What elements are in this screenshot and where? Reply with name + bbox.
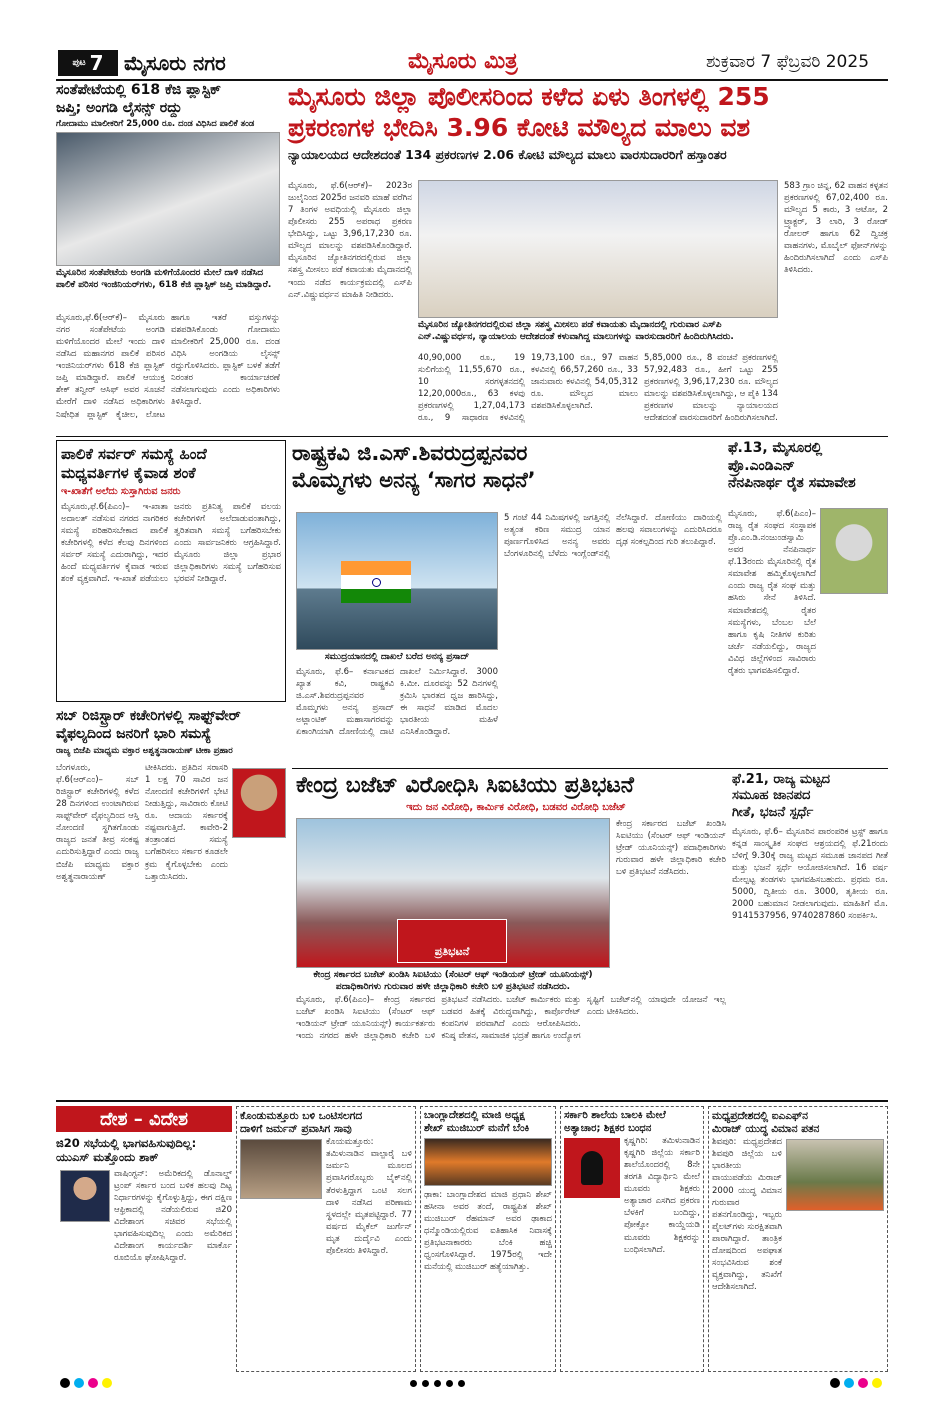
sailor-caption: ಸಮುದ್ರಯಾನದಲ್ಲಿ ದಾಖಲೆ ಬರೆದ ಅನನ್ಯ ಪ್ರಸಾದ್ bbox=[324, 652, 470, 662]
page-number: 7 bbox=[89, 51, 104, 75]
registration-dot-icon bbox=[102, 1378, 112, 1388]
plastic-headline-2: ಜಪ್ತಿ; ಅಂಗಡಿ ಲೈಸನ್ಸ್ ರದ್ದು bbox=[56, 99, 182, 116]
page-label: ಪುಟ bbox=[72, 58, 86, 68]
bangla-headline-2: ಶೇಖ್ ಮುಜಿಬುರ್ ಮನೆಗೆ ಬೆಂಕಿ bbox=[424, 1122, 530, 1134]
school-story bbox=[560, 1106, 704, 1372]
sailor-body: ಮೈಸೂರು, ಫೆ.6– ಕರ್ನಾಟಕದ ಖ್ಯಾತ ಕವಿ, ರಾಷ್ಟ್ರಕವಿ ಜಿ.ಎಸ್.ಶಿವರುದ್ರಪ್ಪನವರ ಮೊಮ್ಮಗಳು ಅನನ್ಯ ಪ್ರಸಾದ್ ಅಟ್ಲಾಂಟಿಕ್ ಮಹಾಸಾಗರವನ್ನು ಏಕಾಂಗಿಯಾಗಿ ದೋಣಿಯಲ್ಲಿ ದಾಟಿ ದಾಖಲೆ ನಿರ್ಮಿಸಿದ್ದಾರೆ. 3000 ಕಿ.ಮೀ. ದೂರವನ್ನು 52 ದಿನಗಳಲ್ಲಿ ಕ್ರಮಿಸಿ ಭಾರತದ ಧ್ವಜ ಹಾರಿಸಿದ್ದು, ಈ ಸಾಧನೆ ಮಾಡಿದ ಮೊದಲ ಭಾರತೀಯ ಮಹಿಳೆ ಎನಿಸಿಕೊಂಡಿದ್ದಾರೆ. bbox=[296, 667, 498, 738]
plane-story bbox=[708, 1106, 888, 1372]
bangla-body: ಢಾಕಾ: ಬಾಂಗ್ಲಾದೇಶದ ಮಾಜಿ ಪ್ರಧಾನಿ ಶೇಖ್ ಹಸೀನಾ ಅವರ ತಂದೆ, ರಾಷ್ಟ್ರಪಿತ ಶೇಖ್ ಮುಜಿಬುರ್ ರೆಹಮಾನ್ ಅವರ ಢಾಕಾದ ಧನ್ಮೊಂಡಿಯಲ್ಲಿರುವ ಐತಿಹಾಸಿಕ ನಿವಾಸಕ್ಕೆ ಪ್ರತಿಭಟನಾಕಾರರು ಬೆಂಕಿ ಹಚ್ಚಿ ಧ್ವಂಸಗೊಳಿಸಿದ್ದಾರೆ. 1975ರಲ್ಲಿ ಇದೇ ಮನೆಯಲ್ಲಿ ಮುಜಿಬುರ್ ಹತ್ಯೆಯಾಗಿತ್ತು. bbox=[424, 1190, 552, 1273]
g20-story bbox=[56, 1136, 232, 1165]
server-story bbox=[56, 440, 286, 702]
registration-dot-icon bbox=[830, 1378, 840, 1388]
registrar-portrait bbox=[232, 768, 286, 838]
german-story bbox=[236, 1106, 416, 1372]
german-body: ಕೊಯಮತ್ತೂರು: ತಮಿಳುನಾಡಿನ ವಾಲ್ಪಾರೈ ಬಳಿ ಜರ್ಮನಿ ಮೂಲದ ಪ್ರವಾಸಿಗರೊಬ್ಬರು ಬೈಕ್‌ನಲ್ಲಿ ತೆರಳುತ್ತಿದ್ದಾಗ ಒಂಟಿ ಸಲಗ ದಾಳಿ ನಡೆಸಿದ ಪರಿಣಾಮ ಸ್ಥಳದಲ್ಲೇ ಮೃತಪಟ್ಟಿದ್ದಾರೆ. 77 ವರ್ಷದ ಮೈಕೆಲ್ ಜುರ್ಗೆನ್ ಮೃತ ದುರ್ದೈವಿ ಎಂದು ಪೊಲೀಸರು ತಿಳಿಸಿದ್ದಾರೆ. bbox=[326, 1137, 412, 1256]
plastic-headline-1: ಸಂತೆಪೇಟೆಯಲ್ಲಿ 618 ಕೆಜಿ ಪ್ಲಾಸ್ಟಿಕ್ bbox=[56, 82, 222, 98]
registration-dot-icon bbox=[60, 1378, 70, 1388]
folk-competition-story bbox=[732, 772, 888, 821]
budget-kicker: ಇದು ಜನ ವಿರೋಧಿ, ಕಾರ್ಮಿಕ ವಿರೋಧಿ, ಬಡವರ ವಿರೋಧಿ ಬಜೆಟ್ bbox=[406, 802, 626, 813]
sailor-headline-1: ರಾಷ್ಟ್ರಕವಿ ಜಿ.ಎಸ್.ಶಿವರುದ್ರಪ್ಪನವರ bbox=[292, 441, 528, 465]
registration-dot-icon bbox=[74, 1378, 84, 1388]
registration-dot-icon bbox=[872, 1378, 882, 1388]
plastic-body: ಮೈಸೂರು,ಫೆ.6(ಆರ್‌ಕೆ)– ಮೈಸೂರು ನಗರ ಸಂತೆಪೇಟೆಯ ಅಂಗಡಿ ಮಳಿಗೆಯೊಂದರ ಮೇಲೆ ಇಂದು ದಾಳಿ ನಡೆಸಿದ ಮಹಾನಗರ ಪಾಲಿಕೆ ಪರಿಸರ ಇಂಜಿನಿಯರ್‌ಗಳು 618 ಕೆಜಿ ಪ್ಲಾಸ್ಟಿಕ್ ಜಪ್ತಿ ಮಾಡಿದ್ದಾರೆ. ಪಾಲಿಕೆ ಆಯುಕ್ತ ಶೇಕ್ ತನ್ವೀರ್ ಆಸಿಫ್ ಅವರ ಸೂಚನೆ ಮೇರೆಗೆ ದಾಳಿ ನಡೆಸಿದ ಅಧಿಕಾರಿಗಳು ನಿಷೇಧಿತ ಪ್ಲಾಸ್ಟಿಕ್ ಕೈಚೀಲ, ಲೋಟ ಹಾಗೂ ಇತರೆ ವಸ್ತುಗಳನ್ನು ವಶಪಡಿಸಿಕೊಂಡು ಗೋದಾಮು ಮಾಲೀಕರಿಗೆ 25,000 ರೂ. ದಂಡ ವಿಧಿಸಿ ಅಂಗಡಿಯ ಲೈಸನ್ಸ್ ರದ್ದುಗೊಳಿಸಿದರು. ಪ್ಲಾಸ್ಟಿಕ್ ಬಳಕೆ ತಡೆಗೆ ನಿರಂತರ ಕಾರ್ಯಾಚರಣೆ ನಡೆಸಲಾಗುವುದು ಎಂದು ಅಧಿಕಾರಿಗಳು ತಿಳಿಸಿದ್ದಾರೆ. bbox=[56, 313, 280, 420]
protest-body-side: ಕೇಂದ್ರ ಸರ್ಕಾರದ ಬಜೆಟ್ ಖಂಡಿಸಿ ಸಿಐಟಿಯು (ಸೆಂಟರ್ ಆಫ್ ಇಂಡಿಯನ್ ಟ್ರೇಡ್ ಯೂನಿಯನ್ಸ್) ಪದಾಧಿಕಾರಿಗಳು ಗುರುವಾರ ಹಳೇ ಜಿಲ್ಲಾಧಿಕಾರಿ ಕಚೇರಿ ಬಳಿ ಪ್ರತಿಭಟನೆ ನಡೆಸಿದರು. bbox=[616, 819, 726, 878]
registration-marks-right bbox=[830, 1378, 882, 1388]
police-headline-1: ಮೈಸೂರು ಜಿಲ್ಲಾ ಪೊಲೀಸರಿಂದ ಕಳೆದ ಏಳು ತಿಂಗಳಲ್ಲಿ 255 bbox=[288, 82, 770, 111]
police-photo bbox=[418, 180, 778, 318]
registrar-headline-2: ವೈಫಲ್ಯದಿಂದ ಜನರಿಗೆ ಭಾರಿ ಸಮಸ್ಯೆ bbox=[56, 725, 212, 742]
sailor-story bbox=[292, 440, 722, 494]
sailor-headline-2: ಮೊಮ್ಮಗಳು ಅನನ್ಯ ‘ಸಾಗರ ಸಾಧನೆ’ bbox=[292, 467, 536, 492]
header-rule bbox=[56, 79, 888, 81]
farmers-story bbox=[728, 440, 888, 493]
folk-headline-3: ಗೀತೆ, ಭಜನೆ ಸ್ಪರ್ಧೆ bbox=[732, 804, 814, 820]
row-divider-2 bbox=[292, 768, 888, 769]
g20-body: ವಾಷಿಂಗ್ಟನ್: ಅಮೆರಿಕದಲ್ಲಿ ಡೊನಾಲ್ಡ್ ಟ್ರಂಪ್ ಸರ್ಕಾರ ಬಂದ ಬಳಿಕ ಹಲವು ದಿಟ್ಟ ನಿರ್ಧಾರಗಳನ್ನು ಕೈಗೊಳ್ಳುತ್ತಿದ್ದು, ಈಗ ದಕ್ಷಿಣ ಆಫ್ರಿಕಾದಲ್ಲಿ ನಡೆಯಲಿರುವ ಜಿ20 ವಿದೇಶಾಂಗ ಸಚಿವರ ಸಭೆಯಲ್ಲಿ ಭಾಗವಹಿಸುವುದಿಲ್ಲ ಎಂದು ಅಮೆರಿಕದ ವಿದೇಶಾಂಗ ಕಾರ್ಯದರ್ಶಿ ಮಾರ್ಕೊ ರೂಬಿಯೊ ಘೋಷಿಸಿದ್ದಾರೆ. bbox=[114, 1169, 232, 1264]
folk-headline-2: ಸಮೂಹ ಜಾನಪದ bbox=[732, 788, 811, 804]
school-body: ಕೃಷ್ಣಗಿರಿ: ತಮಿಳುನಾಡಿನ ಕೃಷ್ಣಗಿರಿ ಜಿಲ್ಲೆಯ ಸರ್ಕಾರಿ ಶಾಲೆಯೊಂದರಲ್ಲಿ 8ನೇ ತರಗತಿ ವಿದ್ಯಾರ್ಥಿನಿ ಮೇಲೆ ಮೂವರು ಶಿಕ್ಷಕರು ಅತ್ಯಾಚಾರ ಎಸಗಿದ ಪ್ರಕರಣ ಬೆಳಕಿಗೆ ಬಂದಿದ್ದು, ಪೋಕ್ಸೋ ಕಾಯ್ದೆಯಡಿ ಮೂವರು ಶಿಕ್ಷಕರನ್ನು ಬಂಧಿಸಲಾಗಿದೆ. bbox=[624, 1136, 700, 1255]
farmers-body: ಮೈಸೂರು, ಫೆ.6(ಪಿಎಂ)– ರಾಜ್ಯ ರೈತ ಸಂಘದ ಸಂಸ್ಥಾಪಕ ಪ್ರೊ.ಎಂ.ಡಿ.ನಂಜುಂಡಸ್ವಾಮಿ ಅವರ ನೆನಪಿನಾರ್ಥ ಫೆ.13ರಂದು ಮೈಸೂರಿನಲ್ಲಿ ರೈತ ಸಮಾವೇಶ ಹಮ್ಮಿಕೊಳ್ಳಲಾಗಿದೆ ಎಂದು ರಾಜ್ಯ ರೈತ ಸಂಘ ಮತ್ತು ಹಸಿರು ಸೇನೆ ತಿಳಿಸಿದೆ. ಸಮಾವೇಶದಲ್ಲಿ ರೈತರ ಸಮಸ್ಯೆಗಳು, ಬೆಂಬಲ ಬೆಲೆ ಹಾಗೂ ಕೃಷಿ ನೀತಿಗಳ ಕುರಿತು ಚರ್ಚೆ ನಡೆಯಲಿದ್ದು, ರಾಜ್ಯದ ವಿವಿಧ ಜಿಲ್ಲೆಗಳಿಂದ ಸಾವಿರಾರು ರೈತರು ಭಾಗವಹಿಸಲಿದ್ದಾರೆ. bbox=[728, 509, 816, 676]
plane-crash-photo bbox=[786, 1139, 884, 1211]
plane-headline-1: ಮಧ್ಯಪ್ರದೇಶದಲ್ಲಿ ಐಎಎಫ್‌ನ bbox=[712, 1110, 809, 1122]
registration-dot-icon bbox=[844, 1378, 854, 1388]
police-body-1: ಮೈಸೂರು, ಫೆ.6(ಆರ್‌ಕೆ)– 2023ರ ಜುಲೈನಿಂದ 2025ರ ಜನವರಿ ಮಾಹೆ ವರೆಗಿನ 7 ತಿಂಗಳ ಅವಧಿಯಲ್ಲಿ ಮೈಸೂರು ಜಿಲ್ಲಾ ಪೊಲೀಸರು 255 ಅಪರಾಧ ಪ್ರಕರಣ ಭೇದಿಸಿದ್ದು, ಒಟ್ಟು 3,96,17,230 ರೂ. ಮೌಲ್ಯದ ಮಾಲನ್ನು ವಶಪಡಿಸಿಕೊಂಡಿದ್ದಾರೆ. ಮೈಸೂರಿನ ಜ್ಯೋತಿನಗರದಲ್ಲಿರುವ ಜಿಲ್ಲಾ ಸಶಸ್ತ್ರ ಮೀಸಲು ಪಡೆ ಕವಾಯತು ಮೈದಾನದಲ್ಲಿ ಇಂದು ನಡೆದ ಕಾರ್ಯಕ್ರಮದಲ್ಲಿ ಎಸ್‌ಪಿ ಎನ್.ವಿಷ್ಣುವರ್ಧನ ಮಾಹಿತಿ ನೀಡಿದರು. bbox=[288, 181, 412, 300]
registration-marks-left bbox=[60, 1378, 112, 1388]
protest-photo bbox=[296, 818, 610, 968]
g20-headline-2: ಯುಎಸ್ ಮತ್ತೊಂದು ಶಾಕ್ bbox=[56, 1150, 159, 1165]
german-headline-2: ದಾಳಿಗೆ ಜರ್ಮನ್ ಪ್ರವಾಸಿಗ ಸಾವು bbox=[240, 1123, 352, 1136]
registration-dot-icon bbox=[88, 1378, 98, 1388]
newspaper-masthead: ಮೈಸೂರು ಮಿತ್ರ bbox=[408, 48, 518, 74]
folk-headline-1: ಫೆ.21, ರಾಜ್ಯ ಮಟ್ಟದ bbox=[732, 772, 831, 787]
registration-dot-icon bbox=[434, 1380, 441, 1387]
german-photo bbox=[240, 1139, 322, 1199]
protest-body: ಮೈಸೂರು, ಫೆ.6(ಪಿಎಂ)– ಕೇಂದ್ರ ಸರ್ಕಾರದ ಬಜೆಟ್ ಖಂಡಿಸಿ ಸಿಐಟಿಯು (ಸೆಂಟರ್ ಆಫ್ ಇಂಡಿಯನ್ ಟ್ರೇಡ್ ಯೂನಿಯನ್ಸ್) ಕಾರ್ಯಕರ್ತರು ಇಂದು ನಗರದ ಹಳೇ ಜಿಲ್ಲಾಧಿಕಾರಿ ಕಚೇರಿ ಬಳಿ ಪ್ರತಿಭಟನೆ ನಡೆಸಿದರು. ಬಜೆಟ್ ಕಾರ್ಮಿಕರು ಮತ್ತು ಬಡವರ ಹಿತಕ್ಕೆ ವಿರುದ್ಧವಾಗಿದ್ದು, ಕಾರ್ಪೊರೇಟ್ ಕಂಪನಿಗಳ ಪರವಾಗಿದೆ ಎಂದು ಆರೋಪಿಸಿದರು. ಕನಿಷ್ಠ ವೇತನ, ಸಾಮಾಜಿಕ ಭದ್ರತೆ ಹಾಗೂ ಉದ್ಯೋಗ ಸೃಷ್ಟಿಗೆ ಬಜೆಟ್‌ನಲ್ಲಿ ಯಾವುದೇ ಯೋಜನೆ ಇಲ್ಲ ಎಂದು ಟೀಕಿಸಿದರು. bbox=[296, 995, 726, 1042]
world-divider bbox=[56, 1100, 888, 1102]
school-headline-1: ಸರ್ಕಾರಿ ಶಾಲೆಯ ಬಾಲಕಿ ಮೇಲೆ bbox=[564, 1110, 666, 1121]
plastic-caption: ಮೈಸೂರಿನ ಸಂತೆಪೇಟೆಯ ಅಂಗಡಿ ಮಳಿಗೆಯೊಂದರ ಮೇಲೆ ದಾಳಿ ನಡೆಸಿದ ಪಾಲಿಕೆ ಪರಿಸರ ಇಂಜಿನಿಯರ್‌ಗಳು, 618 ಕೆಜಿ ಪ್ಲಾಸ್ಟಿಕ್ ಜಪ್ತಿ ಮಾಡಿದ್ದಾರೆ. bbox=[56, 268, 272, 290]
protest-caption: ಕೇಂದ್ರ ಸರ್ಕಾರದ ಬಜೆಟ್ ಖಂಡಿಸಿ ಸಿಐಟಿಯು (ಸೆಂಟರ್ ಆಫ್ ಇಂಡಿಯನ್ ಟ್ರೇಡ್ ಯೂನಿಯನ್ಸ್) ಪದಾಧಿಕಾರಿಗಳು ಗುರುವಾರ ಹಳೇ ಜಿಲ್ಲಾಧಿಕಾರಿ ಕಚೇರಿ ಬಳಿ ಪ್ರತಿಭಟನೆ ನಡೆಸಿದರು. bbox=[313, 970, 593, 992]
farmers-headline-1: ಫೆ.13, ಮೈಸೂರಲ್ಲಿ ಪ್ರೊ.ಎಂಡಿಎನ್ bbox=[728, 440, 823, 474]
section-title: ಮೈಸೂರು ನಗರ bbox=[124, 51, 226, 75]
registrar-headline-1: ಸಬ್ ರಿಜಿಸ್ಟ್ರಾರ್ ಕಚೇರಿಗಳಲ್ಲಿ ಸಾಫ್ಟ್‌ವೇರ್ bbox=[56, 708, 241, 724]
silhouette-icon bbox=[581, 1151, 603, 1185]
server-kicker: ಇ-ಖಾತೆಗೆ ಅಲೆದು ಸುಸ್ತಾಗಿರುವ ಜನರು bbox=[61, 485, 181, 497]
registration-dot-icon bbox=[410, 1380, 417, 1387]
server-body: ಮೈಸೂರು,ಫೆ.6(ಪಿಎಂ)– ಇ-ಖಾತಾ ಅದಾಲತ್ ನಡೆಸುವ ನಗರದ ನಾಗರಿಕರ ಸಮಸ್ಯೆ ಪರಿಹರಿಸಬೇಕಾದ ಪಾಲಿಕೆ ಕಚೇರಿಗಳಲ್ಲಿ ಕಳೆದ ಕೆಲವು ದಿನಗಳಿಂದ ಸರ್ವರ್ ಸಮಸ್ಯೆ ಎದುರಾಗಿದ್ದು, ಇದರ ಹಿಂದೆ ಮಧ್ಯವರ್ತಿಗಳ ಕೈವಾಡ ಇರುವ ಶಂಕೆ ವ್ಯಕ್ತವಾಗಿದೆ. ಇ-ಖಾತೆ ಪಡೆಯಲು ಜನರು ಪ್ರತಿನಿತ್ಯ ಪಾಲಿಕೆ ವಲಯ ಕಚೇರಿಗಳಿಗೆ ಅಲೆದಾಡುವಂತಾಗಿದ್ದು, ತ್ವರಿತವಾಗಿ ಸಮಸ್ಯೆ ಬಗೆಹರಿಸಬೇಕು ಎಂದು ಸಾರ್ವಜನಿಕರು ಆಗ್ರಹಿಸಿದ್ದಾರೆ. ಮೈಸೂರು ಜಿಲ್ಲಾ ಪ್ರಭಾರ ಜಿಲ್ಲಾಧಿಕಾರಿಗಳು ಸಮಸ್ಯೆ ಬಗೆಹರಿಸುವ ಭರವಸೆ ನೀಡಿದ್ದಾರೆ. bbox=[61, 501, 281, 584]
plastic-kicker: ಗೋದಾಮು ಮಾಲೀಕರಿಗೆ 25,000 ರೂ. ದಂಡ ವಿಧಿಸಿದ ಪಾಲಿಕೆ ತಂಡ bbox=[56, 119, 255, 129]
registrar-story bbox=[56, 708, 286, 756]
police-body-4: 583 ಗ್ರಾಂ ಚಿನ್ನ, 62 ವಾಹನ ಕಳ್ಳತನ ಪ್ರಕರಣಗಳಲ್ಲಿ 67,02,400 ರೂ. ಮೌಲ್ಯದ 5 ಕಾರು, 3 ಆಟೋ, 2 ಟ್ರ್ಯಾಕ್ಟರ್, 3 ಲಾರಿ, 3 ರೋಡ್ ರೋಲರ್ ಹಾಗೂ 62 ದ್ವಿಚಕ್ರ ವಾಹನಗಳು, ಮೊಬೈಲ್ ಫೋನ್‌ಗಳನ್ನು ಹಿಂದಿರುಗಿಸಲಾಗಿದೆ ಎಂದು ಎಸ್‌ಪಿ ತಿಳಿಸಿದರು. bbox=[784, 181, 888, 276]
registration-dot-icon bbox=[446, 1380, 453, 1387]
german-headline-1: ಕೊಂಡುಮತ್ತೂರು ಬಳಿ ಒಂಟಿಸಲಗದ bbox=[240, 1110, 363, 1122]
registration-dot-icon bbox=[858, 1378, 868, 1388]
plastic-story bbox=[56, 82, 280, 317]
registrar-body: ಬೆಂಗಳೂರು, ಫೆ.6(ಆರ್‌ಎಂ)– ಸಬ್ ರಿಜಿಸ್ಟ್ರಾರ್ ಕಚೇರಿಗಳಲ್ಲಿ ಕಳೆದ 28 ದಿನಗಳಿಂದ ಉಂಟಾಗಿರುವ ಸಾಫ್ಟ್‌ವೇರ್ ವೈಫಲ್ಯದಿಂದ ಆಸ್ತಿ ನೋಂದಣಿ ಸ್ಥಗಿತಗೊಂಡು ರಾಜ್ಯದ ಜನತೆ ತೀವ್ರ ಸಂಕಷ್ಟ ಎದುರಿಸುತ್ತಿದ್ದಾರೆ ಎಂದು ರಾಜ್ಯ ಬಿಜೆಪಿ ಮಾಧ್ಯಮ ವಕ್ತಾರ ಅಶ್ವತ್ಥನಾರಾಯಣ್ ಟೀಕಿಸಿದರು. ಪ್ರತಿದಿನ ಸರಾಸರಿ 1 ಲಕ್ಷ 70 ಸಾವಿರ ಜನ ನೋಂದಣಿ ಕಚೇರಿಗಳಿಗೆ ಭೇಟಿ ನೀಡುತ್ತಿದ್ದು, ಸಾವಿರಾರು ಕೋಟಿ ರೂ. ಆದಾಯ ಸರ್ಕಾರಕ್ಕೆ ನಷ್ಟವಾಗುತ್ತಿದೆ. ಕಾವೇರಿ-2 ತಂತ್ರಾಂಶದ ಸಮಸ್ಯೆ ಬಗೆಹರಿಸಲು ಸರ್ಕಾರ ಕೂಡಲೇ ಕ್ರಮ ಕೈಗೊಳ್ಳಬೇಕು ಎಂದು ಒತ್ತಾಯಿಸಿದರು. bbox=[56, 763, 228, 882]
police-headline-2: ಪ್ರಕರಣಗಳ ಭೇದಿಸಿ 3.96 ಕೋಟಿ ಮೌಲ್ಯದ ಮಾಲು ವಶ bbox=[288, 112, 751, 142]
issue-date: ಶುಕ್ರವಾರ 7 ಫೆಬ್ರವರಿ 2025 bbox=[706, 52, 870, 72]
plane-body: ಶಿವಪುರಿ: ಮಧ್ಯಪ್ರದೇಶದ ಶಿವಪುರಿ ಜಿಲ್ಲೆಯ ಬಳಿ ಭಾರತೀಯ ವಾಯುಪಡೆಯ ಮಿರಾಜ್ 2000 ಯುದ್ಧ ವಿಮಾನ ಗುರುವಾರ ಪತನಗೊಂಡಿದ್ದು, ಇಬ್ಬರು ಪೈಲಟ್‌ಗಳು ಸುರಕ್ಷಿತವಾಗಿ ಪಾರಾಗಿದ್ದಾರೆ. ತಾಂತ್ರಿಕ ದೋಷದಿಂದ ಅಪಘಾತ ಸಂಭವಿಸಿರುವ ಶಂಕೆ ವ್ಯಕ್ತವಾಗಿದ್ದು, ತನಿಖೆಗೆ ಆದೇಶಿಸಲಾಗಿದೆ. bbox=[712, 1137, 782, 1292]
india-flag-icon bbox=[341, 561, 411, 603]
farmers-headline-2: ನೆನಪಿನಾರ್ಥ ರೈತ ಸಮಾವೇಶ bbox=[728, 475, 856, 491]
server-headline-1: ಪಾಲಿಕೆ ಸರ್ವರ್ ಸಮಸ್ಯೆ ಹಿಂದೆ bbox=[61, 445, 207, 463]
farmers-leader-portrait bbox=[820, 508, 888, 594]
page-number-badge bbox=[58, 50, 118, 76]
police-kicker: ನ್ಯಾಯಾಲಯದ ಆದೇಶದಂತೆ 134 ಪ್ರಕರಣಗಳ 2.06 ಕೋಟಿ ಮೌಲ್ಯದ ಮಾಲು ವಾರಸುದಾರರಿಗೆ ಹಸ್ತಾಂತರ bbox=[288, 147, 727, 162]
sailor-photo bbox=[296, 512, 498, 650]
police-body-3: 5,85,000 ರೂ., 8 ವಂಚನೆ ಪ್ರಕರಣಗಳಲ್ಲಿ 57,92,483 ರೂ., ಹೀಗೆ ಒಟ್ಟು 255 ಪ್ರಕರಣಗಳಲ್ಲಿ 3,96,17,230 ರೂ. ಮೌಲ್ಯದ ಮಾಲನ್ನು ವಶಪಡಿಸಿಕೊಳ್ಳಲಾಗಿದ್ದು, ಆ ಪೈಕಿ 134 ಪ್ರಕರಣಗಳ ಮಾಲನ್ನು ನ್ಯಾಯಾಲಯದ ಆದೇಶದಂತೆ ವಾರಸುದಾರರಿಗೆ ಹಿಂದಿರುಗಿಸಲಾಗಿದೆ. bbox=[644, 353, 778, 424]
budget-headline: ಕೇಂದ್ರ ಬಜೆಟ್ ವಿರೋಧಿಸಿ ಸಿಐಟಿಯು ಪ್ರತಿಭಟನೆ bbox=[296, 773, 634, 798]
registration-dot-icon bbox=[422, 1380, 429, 1387]
g20-portrait bbox=[60, 1170, 110, 1222]
bangla-story bbox=[420, 1106, 556, 1372]
police-story bbox=[288, 82, 888, 163]
plane-headline-2: ಮಿರಾಜ್ ಯುದ್ಧ ವಿಮಾನ ಪತನ bbox=[712, 1123, 820, 1136]
registration-dot-icon bbox=[458, 1380, 465, 1387]
server-headline-2: ಮಧ್ಯವರ್ತಿಗಳ ಕೈವಾಡ ಶಂಕೆ bbox=[61, 463, 196, 482]
folk-body: ಮೈಸೂರು, ಫೆ.6– ಮೈಸೂರಿನ ಪಾರಂಪರಿಕ ಟ್ರಸ್ಟ್ ಹಾಗೂ ಕನ್ನಡ ಸಾಂಸ್ಕೃತಿಕ ಸಂಘದ ಆಶ್ರಯದಲ್ಲಿ ಫೆ.21ರಂದು ಬೆಳಿಗ್ಗೆ 9.30ಕ್ಕೆ ರಾಜ್ಯ ಮಟ್ಟದ ಸಮೂಹ ಜಾನಪದ ಗೀತೆ ಮತ್ತು ಭಜನೆ ಸ್ಪರ್ಧೆ ಆಯೋಜಿಸಲಾಗಿದೆ. 16 ವರ್ಷ ಮೇಲ್ಪಟ್ಟ ತಂಡಗಳು ಭಾಗವಹಿಸಬಹುದು. ಪ್ರಥಮ ರೂ. 5000, ದ್ವಿತೀಯ ರೂ. 3000, ತೃತೀಯ ರೂ. 2000 ಬಹುಮಾನ ನೀಡಲಾಗುವುದು. ಮಾಹಿತಿಗೆ ಮೊ. 9141537956, 9740287860 ಸಂಪರ್ಕಿಸಿ. bbox=[732, 827, 888, 922]
police-body-2: 40,90,000 ರೂ., 19 ಸುಲಿಗೆಯಲ್ಲಿ 11,55,670 ರೂ., 10 ಸರಗಳ್ಳತನದಲ್ಲಿ 12,20,000ರೂ., 63 ಕಳವು ಪ್ರಕರಣಗಳಲ್ಲಿ 1,27,04,173 ರೂ., 9 ಸಾಧಾರಣ ಕಳವಿನಲ್ಲಿ 19,73,100 ರೂ., 97 ವಾಹನ ಕಳವಿನಲ್ಲಿ 66,57,260 ರೂ., 33 ಜಾನುವಾರು ಕಳವಿನಲ್ಲಿ 54,05,312 ರೂ. ಮೌಲ್ಯದ ಮಾಲು ವಶಪಡಿಸಿಕೊಳ್ಳಲಾಗಿದೆ. bbox=[418, 353, 638, 424]
registration-marks-center bbox=[410, 1380, 465, 1387]
registrar-kicker: ರಾಜ್ಯ ಬಿಜೆಪಿ ಮಾಧ್ಯಮ ವಕ್ತಾರ ಅಶ್ವತ್ಥನಾರಾಯಣ್ ಟೀಕಾ ಪ್ರಹಾರ bbox=[56, 746, 233, 756]
world-section-title: ದೇಶ – ವಿದೇಶ bbox=[56, 1106, 232, 1132]
school-headline-2: ಅತ್ಯಾಚಾರ; ಶಿಕ್ಷಕರ ಬಂಧನ bbox=[564, 1122, 652, 1134]
bangla-fire-photo bbox=[424, 1138, 552, 1186]
g20-headline-1: ಜಿ20 ಸಭೆಯಲ್ಲಿ ಭಾಗವಹಿಸುವುದಿಲ್ಲ: bbox=[56, 1136, 197, 1150]
bangla-headline-1: ಬಾಂಗ್ಲಾದೇಶದಲ್ಲಿ ಮಾಜಿ ಅಧ್ಯಕ್ಷ bbox=[424, 1110, 525, 1121]
protest-banner: ಪ್ರತಿಭಟನೆ bbox=[397, 919, 507, 963]
row-divider bbox=[56, 436, 888, 437]
sailor-body-2: 5 ಗಂಟೆ 44 ನಿಮಿಷಗಳಲ್ಲಿ ಜಗತ್ತಿನಲ್ಲಿ ಅತ್ಯಂತ ಕಠಿಣ ಸಮುದ್ರ ಯಾನ ಪೂರ್ಣಗೊಳಿಸಿದ ಅನನ್ಯ ಅವರು ಬೆಂಗಳೂರಿನಲ್ಲಿ ಬೆಳೆದು ಇಂಗ್ಲೆಂಡ್‌ನಲ್ಲಿ ನೆಲೆಸಿದ್ದಾರೆ. ದೋಣಿಯು ದಾರಿಯಲ್ಲಿ ಹಲವು ಸವಾಲುಗಳನ್ನು ಎದುರಿಸಿದರೂ ದೃಢ ಸಂಕಲ್ಪದಿಂದ ಗುರಿ ತಲುಪಿದ್ದಾರೆ. bbox=[504, 513, 722, 560]
school-illustration bbox=[564, 1138, 620, 1198]
plastic-photo bbox=[56, 132, 280, 266]
police-caption: ಮೈಸೂರಿನ ಜ್ಯೋತಿನಗರದಲ್ಲಿರುವ ಜಿಲ್ಲಾ ಸಶಸ್ತ್ರ ಮೀಸಲು ಪಡೆ ಕವಾಯತು ಮೈದಾನದಲ್ಲಿ ಗುರುವಾರ ಎಸ್‌ಪಿ ಎನ್.ವಿಷ್ಣುವರ್ಧನ, ನ್ಯಾಯಾಲಯ ಆದೇಶದಂತೆ ಕಳುವಾಗಿದ್ದ ಮಾಲುಗಳನ್ನು ವಾರಸುದಾರರಿಗೆ ಹಿಂದಿರುಗಿಸಿದರು. bbox=[418, 320, 734, 342]
